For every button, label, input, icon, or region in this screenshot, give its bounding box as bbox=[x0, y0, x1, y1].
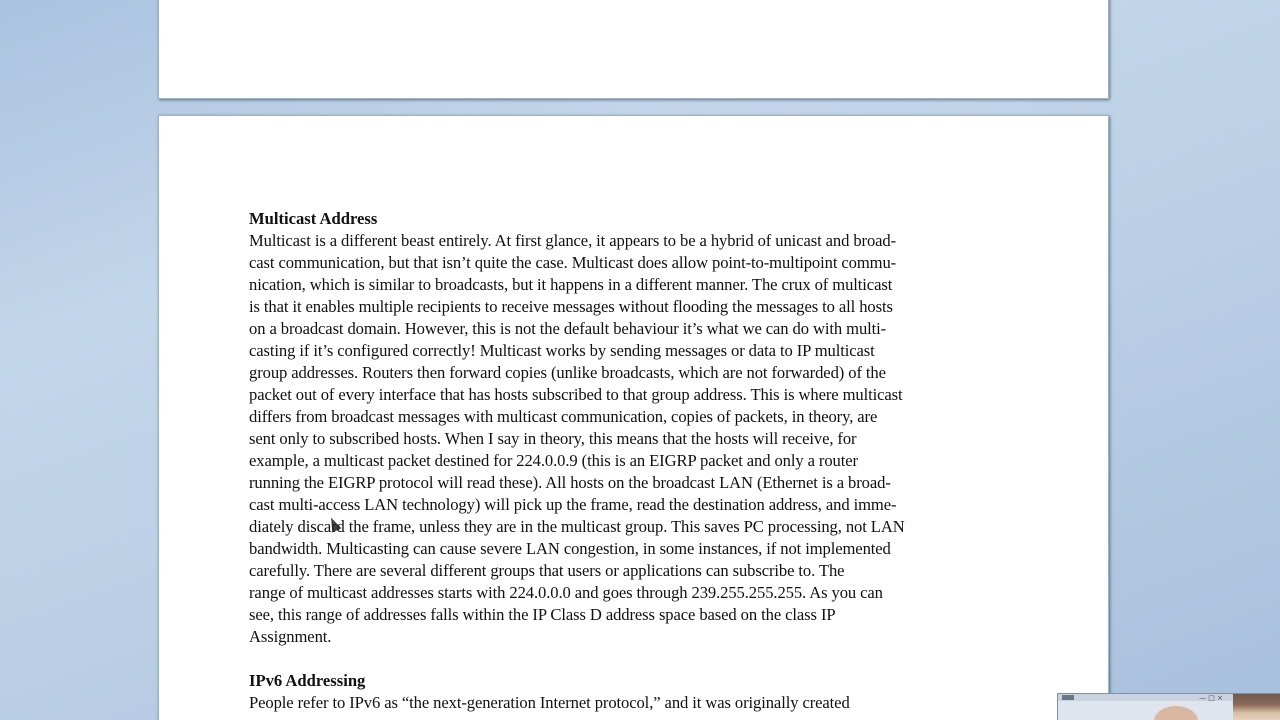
section-body-ipv6 bbox=[249, 692, 1029, 714]
paragraph-line: People refer to IPv6 as “the next-generation Internet protocol,” and it was originally created bbox=[249, 693, 850, 712]
paragraph-line: is that it enables multiple recipients to receive messages without flooding the messages to all hosts bbox=[249, 297, 893, 316]
paragraph-line: cast multi-access LAN technology) will pick up the frame, read the destination address, and imme- bbox=[249, 495, 897, 514]
paragraph-line: see, this range of addresses falls within the IP Class D address space based on the class IP bbox=[249, 605, 836, 624]
paragraph-line: bandwidth. Multicasting can cause severe LAN congestion, in some instances, if not implemented bbox=[249, 539, 891, 558]
paragraph-line: cast communication, but that isn’t quite the case. Multicast does allow point-to-multipoint commu- bbox=[249, 253, 897, 272]
paragraph-line: example, a multicast packet destined for 224.0.0.9 (this is an EIGRP packet and only a router bbox=[249, 451, 858, 470]
presenter-background bbox=[1233, 694, 1280, 720]
section-body-multicast bbox=[249, 230, 1029, 648]
webcam-window-icon bbox=[1062, 695, 1074, 700]
paragraph-line: carefully. There are several different groups that users or applications can subscribe to. The bbox=[249, 561, 845, 580]
paragraph-spacer bbox=[249, 648, 1029, 670]
section-heading-multicast: Multicast Address bbox=[249, 209, 378, 228]
document-page[interactable] bbox=[158, 115, 1109, 720]
previous-page bbox=[158, 0, 1109, 99]
window-controls[interactable]: — □ × bbox=[1199, 694, 1223, 702]
paragraph-line: Multicast is a different beast entirely. At first glance, it appears to be a hybrid of unicast and broad- bbox=[249, 231, 897, 250]
presenter-video bbox=[1154, 706, 1198, 720]
paragraph-line: range of multicast addresses starts with 224.0.0.0 and goes through 239.255.255.255. As you can bbox=[249, 583, 883, 602]
paragraph-line: differs from broadcast messages with multicast communication, copies of packets, in theory, are bbox=[249, 407, 878, 426]
section-heading-ipv6: IPv6 Addressing bbox=[249, 671, 366, 690]
paragraph-line: nication, which is similar to broadcasts, but it happens in a different manner. The crux of multicast bbox=[249, 275, 893, 294]
webcam-overlay[interactable] bbox=[1057, 693, 1280, 720]
paragraph-line: Assignment. bbox=[249, 627, 332, 646]
paragraph-line: sent only to subscribed hosts. When I say in theory, this means that the hosts will receive, for bbox=[249, 429, 857, 448]
paragraph-line: casting if it’s configured correctly! Multicast works by sending messages or data to IP multicast bbox=[249, 341, 875, 360]
page-content bbox=[249, 208, 1029, 714]
paragraph-line: running the EIGRP protocol will read these). All hosts on the broadcast LAN (Ethernet is a broad- bbox=[249, 473, 891, 492]
paragraph-line: diately discard the frame, unless they are in the multicast group. This saves PC processing, not LAN bbox=[249, 517, 905, 536]
paragraph-line: group addresses. Routers then forward copies (unlike broadcasts, which are not forwarded) of the bbox=[249, 363, 886, 382]
paragraph-line: packet out of every interface that has hosts subscribed to that group address. This is where multicast bbox=[249, 385, 903, 404]
paragraph-line: on a broadcast domain. However, this is not the default behaviour it’s what we can do with multi- bbox=[249, 319, 887, 338]
